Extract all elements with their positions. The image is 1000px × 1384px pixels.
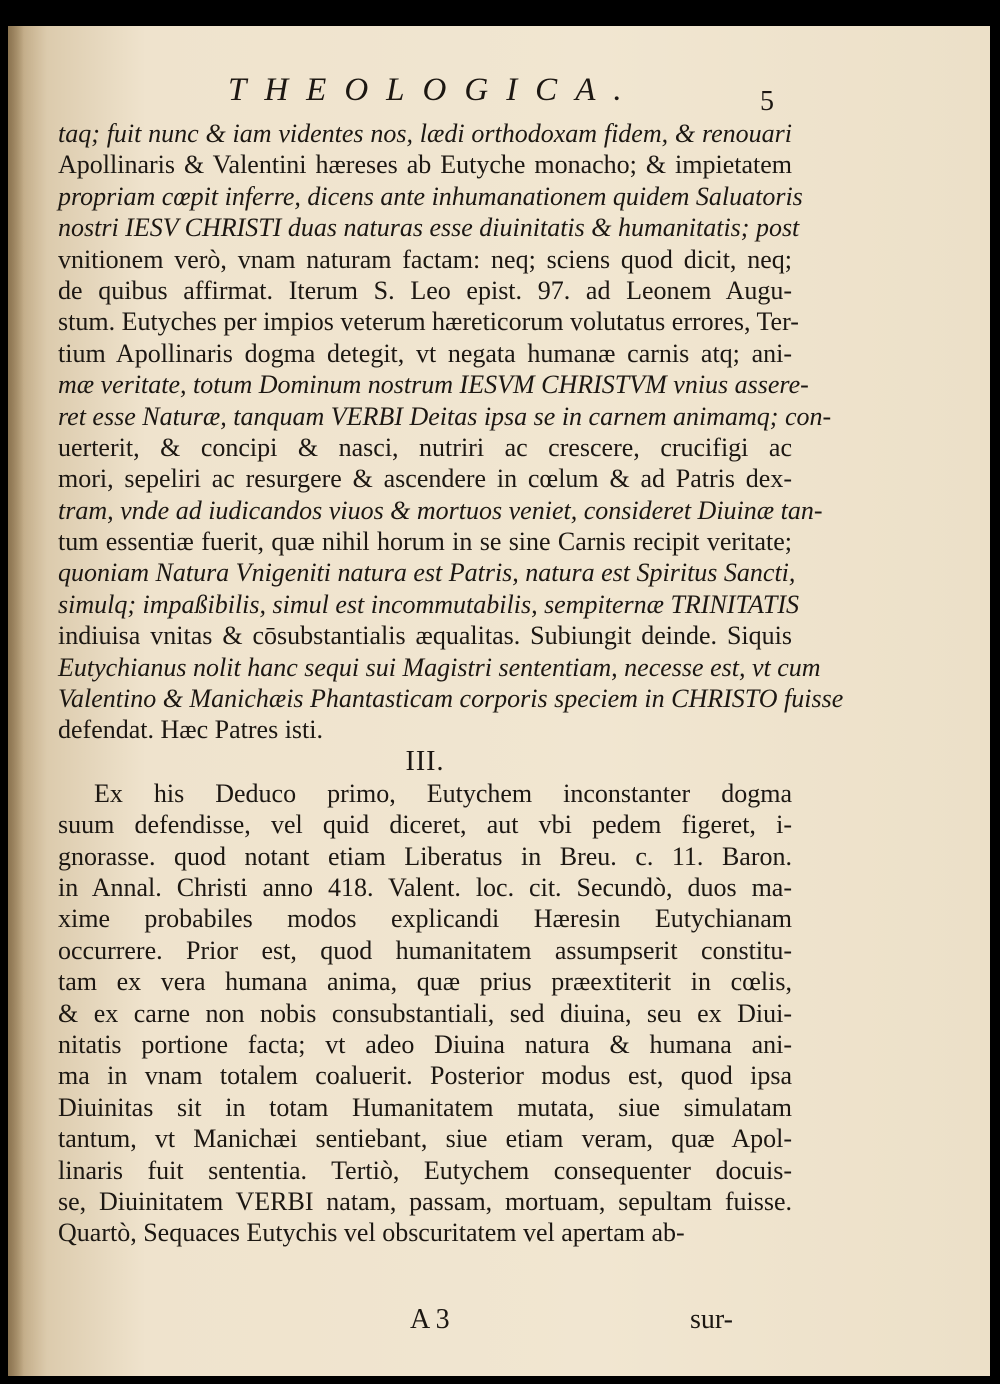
text-line: uerterit, & concipi & nasci, nutriri ac crescere, crucifigi ac bbox=[58, 432, 792, 462]
text-line: mæ veritate, totum Dominum nostrum IESVM CHRISTVM vnius assere- bbox=[58, 370, 809, 400]
text-line: propriam cœpit inferre, dicens ante inhumanationem quidem Saluatoris bbox=[58, 181, 803, 211]
text-line: xime probabiles modos explicandi Hæresin Eutychianam bbox=[58, 904, 792, 934]
text-line: tium Apollinaris dogma detegit, vt negata humanæ carnis atq; ani- bbox=[58, 338, 792, 368]
text-line: quoniam Natura Vnigeniti natura est Patris, natura est Spiritus Sancti, bbox=[58, 558, 796, 588]
signature-mark: A 3 bbox=[410, 1304, 450, 1335]
text-line: Apollinaris & Valentini hæreses ab Eutyche monacho; & impietatem bbox=[58, 150, 792, 180]
text-line: Valentino & Manichæis Phantasticam corporis speciem in CHRISTO fuisse bbox=[58, 684, 844, 714]
text-line: nostri IESV CHRISTI duas naturas esse diuinitatis & humanitatis; post bbox=[58, 213, 800, 243]
paragraph-quotation bbox=[58, 118, 844, 746]
text-line: stum. Eutyches per impios veterum hæreticorum volutatus errores, Ter- bbox=[58, 307, 799, 337]
text-line: taq; fuit nunc & iam videntes nos, lædi orthodoxam fidem, & renouari bbox=[58, 119, 792, 148]
text-line: tam ex vera humana anima, quæ prius præextiterit in cœlis, bbox=[58, 967, 792, 997]
page-number: 5 bbox=[760, 86, 774, 117]
text-line: Ex his Deduco primo, Eutychem inconstanter dogma bbox=[94, 778, 792, 808]
main-text-block bbox=[58, 118, 844, 1249]
text-line: vnitionem verò, vnam naturam factam: neq; sciens quod dicit, neq; bbox=[58, 244, 792, 274]
running-head: THEOLOGICA. bbox=[228, 72, 640, 108]
text-line: tram, vnde ad iudicandos viuos & mortuos veniet, consideret Diuinæ tan- bbox=[58, 495, 823, 525]
text-line: ma in vnam totalem coaluerit. Posterior modus est, quod ipsa bbox=[58, 1061, 792, 1091]
paragraph-deductions bbox=[58, 778, 792, 1249]
text-line: de quibus affirmat. Iterum S. Leo epist. 97. ad Leonem Augu- bbox=[58, 275, 792, 305]
text-line: indiuisa vnitas & cōsubstantialis æqualitas. Subiungit deinde. Siquis bbox=[58, 621, 792, 651]
text-line: occurrere. Prior est, quod humanitatem assumpserit constitu- bbox=[58, 935, 792, 965]
text-line: in Annal. Christi anno 418. Valent. loc. cit. Secundò, duos ma- bbox=[58, 872, 792, 902]
text-line: se, Diuinitatem VERBI natam, passam, mortuam, sepultam fuisse. bbox=[58, 1186, 792, 1216]
text-line: nitatis portione facta; vt adeo Diuina natura & humana ani- bbox=[58, 1029, 792, 1059]
text-line: defendat. Hæc Patres isti. bbox=[58, 715, 323, 745]
text-line: Quartò, Sequaces Eutychis vel obscuritatem vel apertam ab- bbox=[58, 1218, 685, 1248]
catchword: sur- bbox=[690, 1304, 733, 1335]
text-line: simulq; impaßibilis, simul est incommutabilis, sempiternæ TRINITATIS bbox=[58, 589, 800, 619]
text-line: Eutychianus nolit hanc sequi sui Magistri sententiam, necesse est, vt cum bbox=[58, 652, 821, 682]
page-gutter-shadow bbox=[8, 26, 24, 1376]
text-line: tantum, vt Manichæi sentiebant, siue etiam veram, quæ Apol- bbox=[58, 1124, 792, 1154]
book-page bbox=[8, 26, 990, 1376]
text-line: mori, sepeliri ac resurgere & ascendere in cœlum & ad Patris dex- bbox=[58, 464, 792, 494]
text-line: Diuinitas sit in totam Humanitatem mutata, siue simulatam bbox=[58, 1092, 792, 1122]
text-line: suum defendisse, vel quid diceret, aut vbi pedem figeret, i- bbox=[58, 810, 792, 840]
section-heading: III. bbox=[405, 745, 445, 777]
text-line: gnorasse. quod notant etiam Liberatus in Breu. c. 11. Baron. bbox=[58, 841, 792, 871]
text-line: tum essentiæ fuerit, quæ nihil horum in se sine Carnis recipit veritate; bbox=[58, 527, 792, 557]
text-line: & ex carne non nobis consubstantiali, sed diuina, seu ex Diui- bbox=[58, 998, 792, 1028]
text-line: linaris fuit sententia. Tertiò, Eutychem consequenter docuis- bbox=[58, 1155, 792, 1185]
text-line: ret esse Naturæ, tanquam VERBI Deitas ipsa se in carnem animamq; con- bbox=[58, 401, 832, 431]
